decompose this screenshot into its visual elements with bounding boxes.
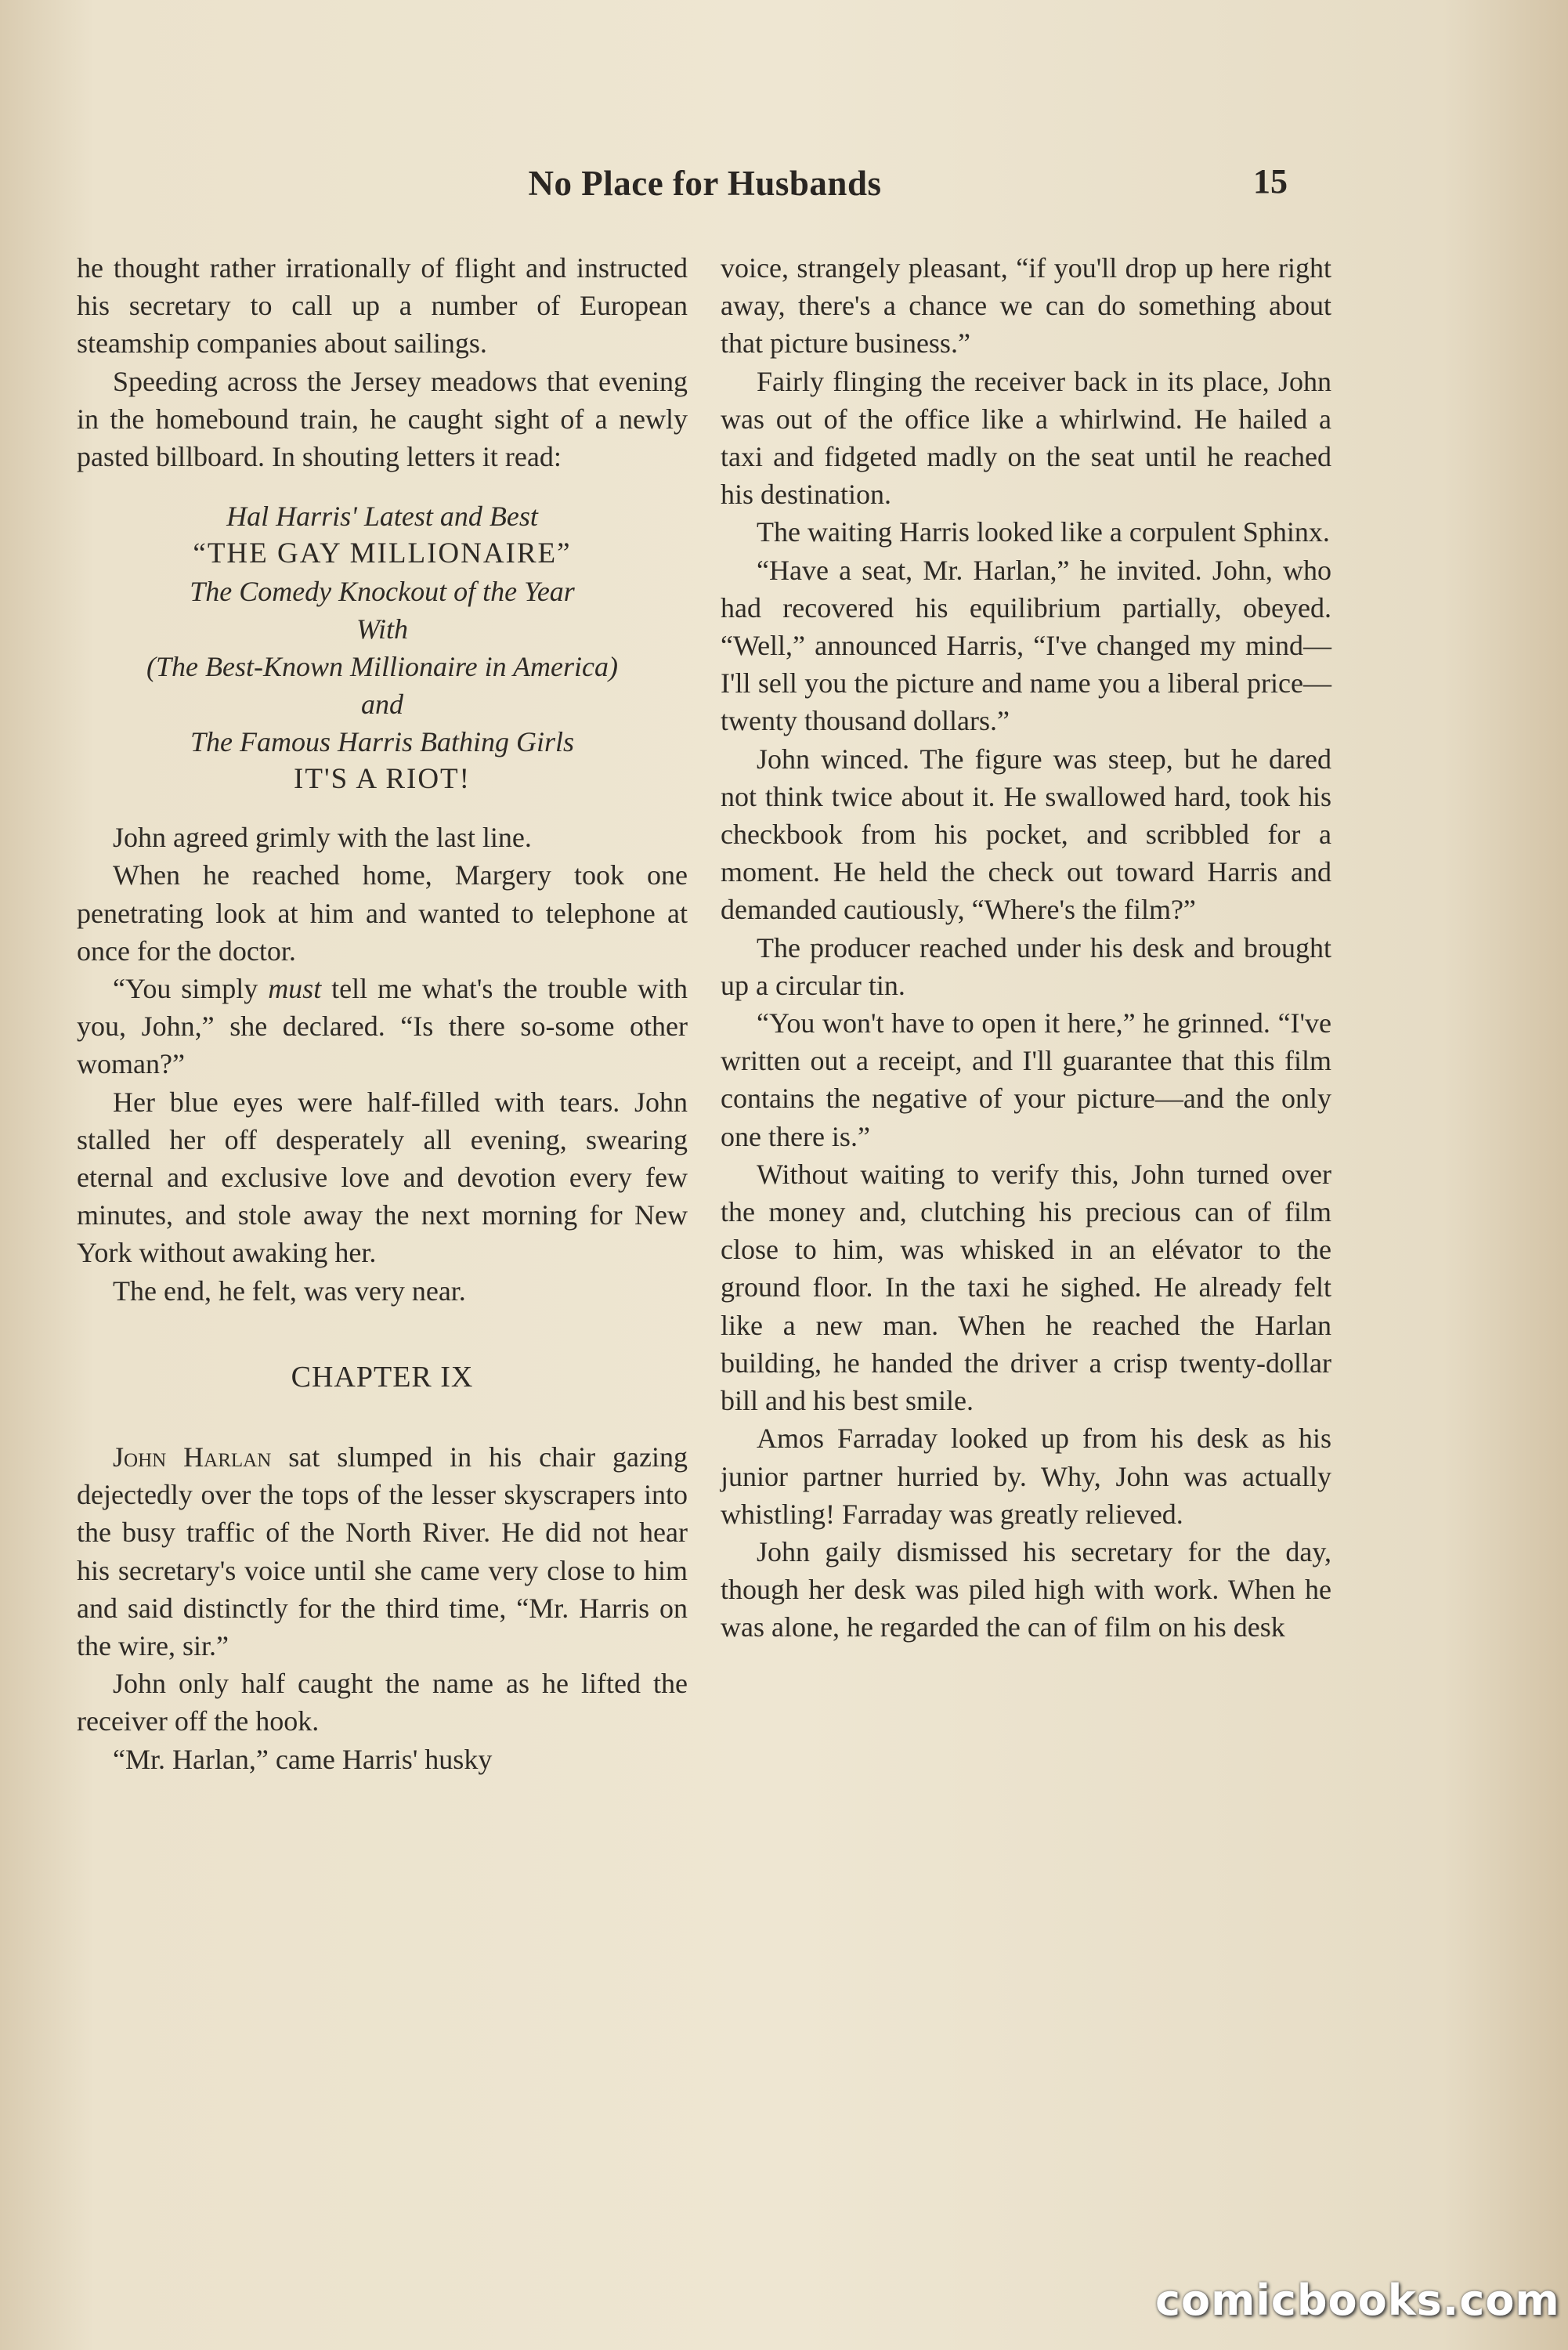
billboard-line: The Comedy Knockout of the Year [190, 576, 575, 608]
billboard-line: “THE GAY MILLIONAIRE” [193, 537, 572, 570]
right-column [721, 249, 1331, 1647]
paragraph: John agreed grimly with the last line. [113, 822, 532, 854]
paragraph [77, 970, 688, 1083]
paragraph: The waiting Harris looked like a corpulent Sphinx. [757, 516, 1330, 548]
paragraph: The end, he felt, was very near. [113, 1274, 466, 1307]
lead-in: John Harlan [113, 1441, 272, 1473]
paragraph: “You won't have to open it here,” he grinned. “I've written out a receipt, and I'll guarantee that this film contains the negative of your picture—and the only one there is.” [721, 1007, 1331, 1152]
billboard-line: (The Best-Known Millionaire in America) [146, 651, 618, 683]
billboard-line: Hal Harris' Latest and Best [226, 501, 538, 533]
paragraph: he thought rather irrationally of flight and instructed his secretary to call up a number of European steamship companies about sailings. [77, 252, 688, 360]
billboard-line: With [356, 613, 408, 645]
left-column [77, 249, 688, 1778]
emphasis: must [268, 973, 322, 1005]
paragraph: Without waiting to verify this, John turned over the money and, clutching his precious can of film close to him, was whisked in an elévator to the ground floor. In the taxi he sighed. He already felt like a new man. When he reached the Harlan building, he handed the driver a crisp twenty-dollar bill and his best smile. [721, 1158, 1331, 1417]
paragraph: voice, strangely pleasant, “if you'll drop up here right away, there's a chance we can do something about that picture business.” [721, 252, 1331, 360]
paragraph: Speeding across the Jersey meadows that evening in the homebound train, he caught sight of a newly pasted billboard. In shouting letters it read: [77, 365, 688, 473]
paragraph: When he reached home, Margery took one penetrating look at him and wanted to telephone at once for the doctor. [77, 859, 688, 967]
paragraph: “Mr. Harlan,” came Harris' husky [113, 1743, 493, 1775]
text-run: sat slumped in his chair gazing dejectedly over the tops of the lesser skyscrapers into the busy traffic of the North River. He did not hear his secretary's voice until she came very close to him and said distinctly for the third time, “Mr. Harris on the wire, sir.” [77, 1441, 688, 1662]
billboard-line: and [361, 689, 403, 721]
watermark-logo: comicbooks.com [1155, 2276, 1560, 2325]
text-run: tell me what's the trouble with you, John,” she declared. “Is there so-some other woman?” [77, 973, 688, 1080]
paragraph: Fairly flinging the receiver back in its place, John was out of the office like a whirlwind. He hailed a taxi and fidgeted madly on the seat until he reached his destination. [721, 365, 1331, 511]
billboard-line: IT'S A RIOT! [294, 763, 471, 796]
paragraph: Her blue eyes were half-filled with tears. John stalled her off desperately all evening, swearing eternal and exclusive love and devotion every few minutes, and stole away the next morning for New York without awaking her. [77, 1086, 688, 1269]
paragraph: John winced. The figure was steep, but he dared not think twice about it. He swallowed hard, took his checkbook from his pocket, and scribbled for a moment. He held the check out toward Harris and demanded cautiously, “Where's the film?” [721, 743, 1331, 926]
paragraph [77, 1438, 688, 1665]
paragraph: The producer reached under his desk and brought up a circular tin. [721, 931, 1331, 1001]
billboard-text [77, 497, 688, 798]
paragraph: John only half caught the name as he lifted the receiver off the hook. [77, 1668, 688, 1737]
paragraph: John gaily dismissed his secretary for the day, though her desk was piled high with work. When he was alone, he regarded the can of film on his desk [721, 1535, 1331, 1643]
billboard-line: The Famous Harris Bathing Girls [190, 726, 575, 758]
paragraph: “Have a seat, Mr. Harlan,” he invited. John, who had recovered his equilibrium partially, obeyed. “Well,” announced Harris, “I've changed my mind—I'll sell you the picture and name you a liberal price—twenty thousand dollars.” [721, 554, 1331, 737]
paragraph: Amos Farraday looked up from his desk as his junior partner hurried by. Why, John was actually whistling! Farraday was greatly relieved. [721, 1423, 1331, 1530]
chapter-heading: CHAPTER IX [291, 1360, 474, 1394]
running-title: No Place for Husbands [528, 164, 882, 203]
page-number: 15 [1253, 162, 1288, 201]
text-run: “You simply [113, 973, 269, 1005]
